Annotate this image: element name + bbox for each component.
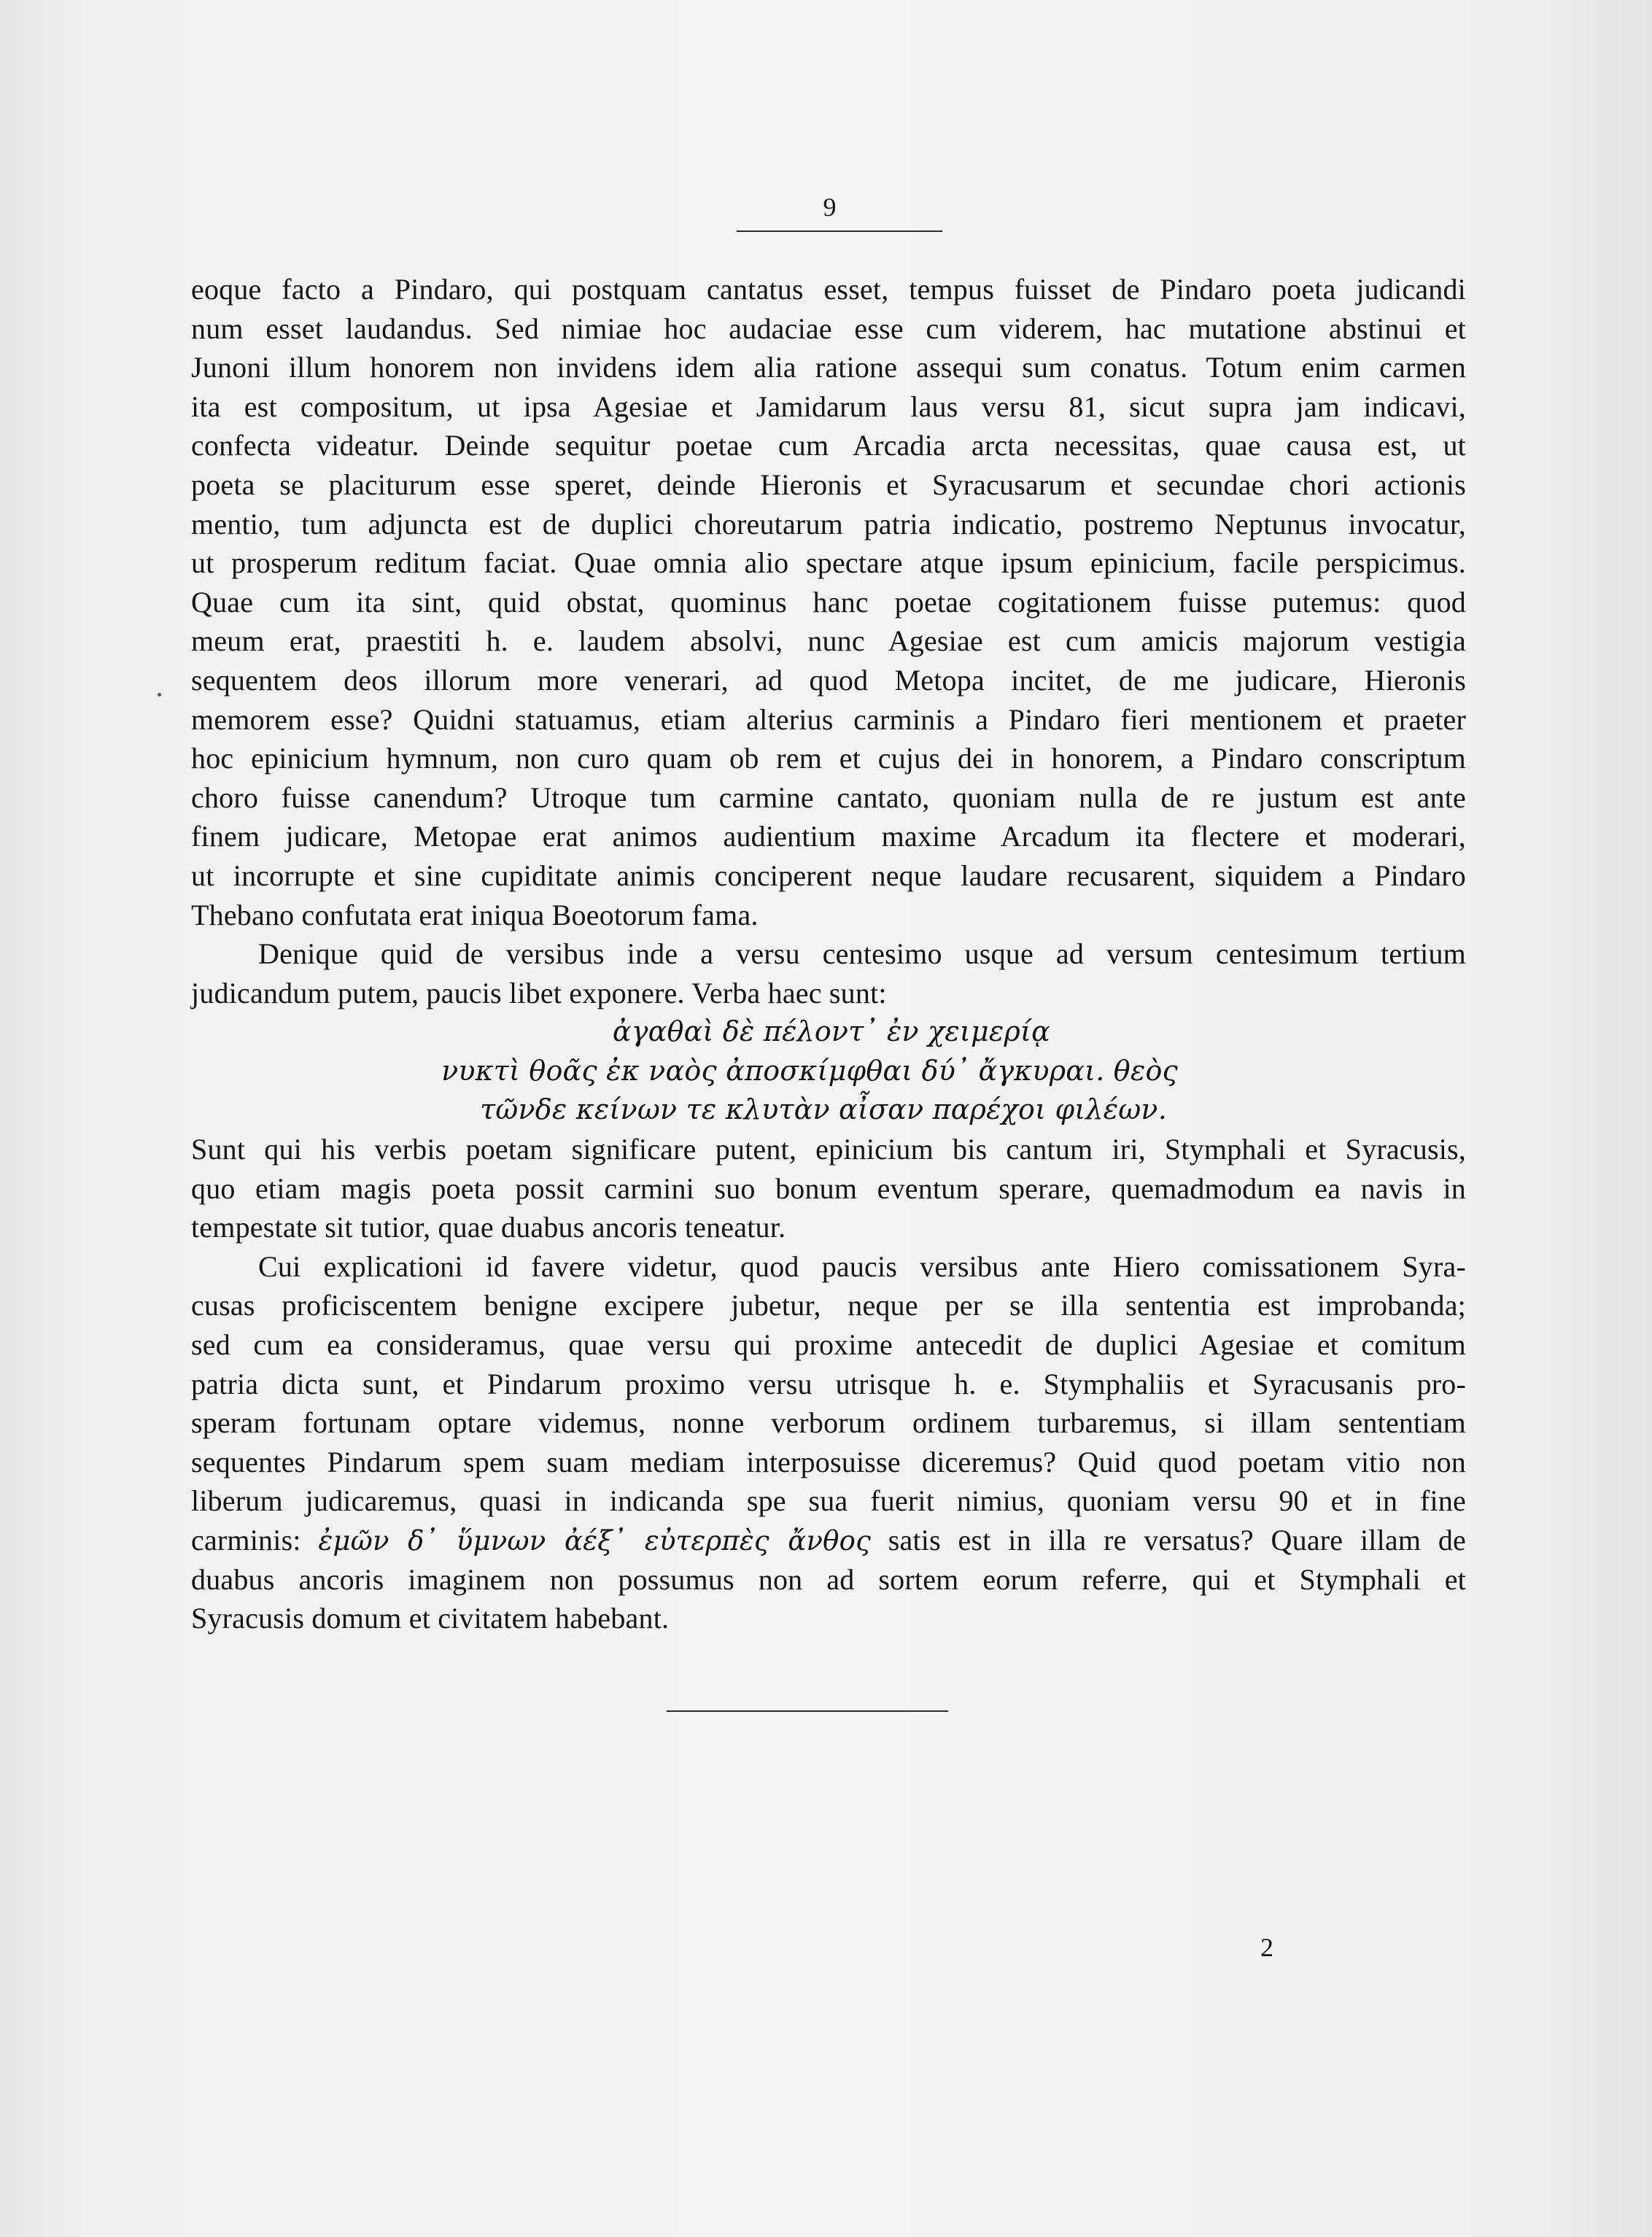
text-line: liberum judicaremus, quasi in indicanda spe sua fuerit nimius, quoniam versu 90 et in fine [191, 1484, 1466, 1518]
page-number: 9 [823, 193, 837, 222]
text-line: sed cum ea consideramus, quae versu qui proxime antecedit de duplici Agesiae et comitum [191, 1328, 1466, 1362]
text-line: tempestate sit tutior, quae duabus ancoris teneatur. [191, 1211, 786, 1244]
signature-mark: 2 [1260, 1933, 1273, 1962]
text-line: Syracusis domum et civitatem habebant. [191, 1602, 670, 1635]
text-line: Cui explicationi id favere videtur, quod paucis versibus ante Hiero comissationem Syra- [258, 1249, 1466, 1283]
text-line: cusas proficiscentem benigne excipere jubetur, neque per se illa sententia est improbanda; [191, 1289, 1466, 1322]
line-start-text: carminis: [191, 1524, 301, 1556]
text-line: num esset laudandus. Sed nimiae hoc audaciae esse cum viderem, hac mutatione abstinui et [191, 311, 1466, 345]
text-line: poeta se placiturum esse speret, deinde Hieronis et Syracusarum et secundae chori actionis [191, 468, 1466, 501]
text-line: duabus ancoris imaginem non possumus non ad sortem eorum referre, qui et Stymphali et [191, 1562, 1466, 1596]
line-end-text: satis est in illa re versatus? Quare illam de [888, 1524, 1467, 1556]
text-line: Junoni illum honorem non invidens idem alia ratione assequi sum conatus. Totum enim carmen [191, 351, 1466, 384]
text-line: ut incorrupte et sine cupiditate animis conciperent neque laudare recusarent, siquidem a Pindaro [191, 858, 1466, 892]
text-line: ut prosperum reditum faciat. Quae omnia alio spectare atque ipsum epinicium, facile perspicimus. [191, 546, 1466, 580]
greek-verse-line: ἀγαθαὶ δὲ πέλοντ᾽ ἐν χειμερίᾳ [612, 1015, 1050, 1048]
text-line: quo etiam magis poeta possit carmini suo bonum eventum sperare, quemadmodum ea navis in [191, 1171, 1466, 1205]
text-line: confecta videatur. Deinde sequitur poetae cum Arcadia arcta necessitas, quae causa est, ut [191, 429, 1466, 462]
text-line: Quae cum ita sint, quid obstat, quominus hanc poetae cogitationem fuisse putemus: quod [191, 585, 1466, 619]
text-line: sequentes Pindarum spem suam mediam interposuisse diceremus? Quid quod poetam vitio non [191, 1445, 1466, 1478]
text-line: sequentem deos illorum more venerari, ad quod Metopa incitet, de me judicare, Hieronis [191, 663, 1466, 697]
text-line: finem judicare, Metopae erat animos audientium maxime Arcadum ita flectere et moderari, [191, 820, 1466, 853]
text-line: eoque facto a Pindaro, qui postquam cantatus esset, tempus fuisset de Pindaro poeta judicandi [191, 273, 1466, 306]
body-text [191, 270, 1466, 1638]
text-line: choro fuisse canendum? Utroque tum carmine cantato, quoniam nulla de re justum est ante [191, 780, 1466, 814]
text-line: mentio, tum adjuncta est de duplici choreutarum patria indicatio, postremo Neptunus invocatur, [191, 507, 1466, 540]
greek-quotation [191, 1012, 1466, 1130]
text-line: meum erat, praestiti h. e. laudem absolvi, nunc Agesiae est cum amicis majorum vestigia [191, 624, 1466, 658]
text-line: memorem esse? Quidni statuamus, etiam alterius carminis a Pindaro fieri mentionem et praeter [191, 702, 1466, 736]
greek-verse-line: νυκτὶ θοᾶς ἐκ ναὸς ἀποσκίμφθαι δύ᾽ ἄγκυραι. θεὸς [441, 1054, 1178, 1087]
text-line: Denique quid de versibus inde a versu centesimo usque ad versum centesimum tertium [258, 937, 1466, 971]
text-line: speram fortunam optare videmus, nonne verborum ordinem turbaremus, si illam sententiam [191, 1406, 1466, 1440]
paragraph-3 [191, 1247, 1466, 1638]
paragraph-1 [191, 270, 1466, 934]
mixed-text-line [191, 1521, 1466, 1560]
closing-rule [667, 1710, 948, 1712]
header-rule [737, 230, 942, 232]
paragraph-2 [191, 934, 1466, 1012]
paragraph-after-quote [191, 1130, 1466, 1247]
inline-greek-quote: ἐμῶν δ᾽ ὕμνων ἀέξ᾽ εὐτερπὲς ἄνθος [318, 1525, 872, 1556]
text-line: judicandum putem, paucis libet exponere. Verba haec sunt: [191, 976, 887, 1009]
text-line: hoc epinicium hymnum, non curo quam ob rem et cujus dei in honorem, a Pindaro conscriptum [191, 742, 1466, 775]
text-line: ita est compositum, ut ipsa Agesiae et Jamidarum laus versu 81, sicut supra jam indicavi, [191, 389, 1466, 423]
text-line: patria dicta sunt, et Pindarum proximo versu utrisque h. e. Stymphaliis et Syracusanis pro- [191, 1367, 1466, 1400]
text-line: Sunt qui his verbis poetam significare putent, epinicium bis cantum iri, Stymphali et Syracusis, [191, 1133, 1466, 1166]
ink-speck [158, 693, 161, 697]
greek-verse-line: τῶνδε κείνων τε κλυτὰν αἶσαν παρέχοι φιλέων. [480, 1093, 1167, 1126]
text-line: Thebano confutata erat iniqua Boeotorum fama. [191, 898, 759, 931]
